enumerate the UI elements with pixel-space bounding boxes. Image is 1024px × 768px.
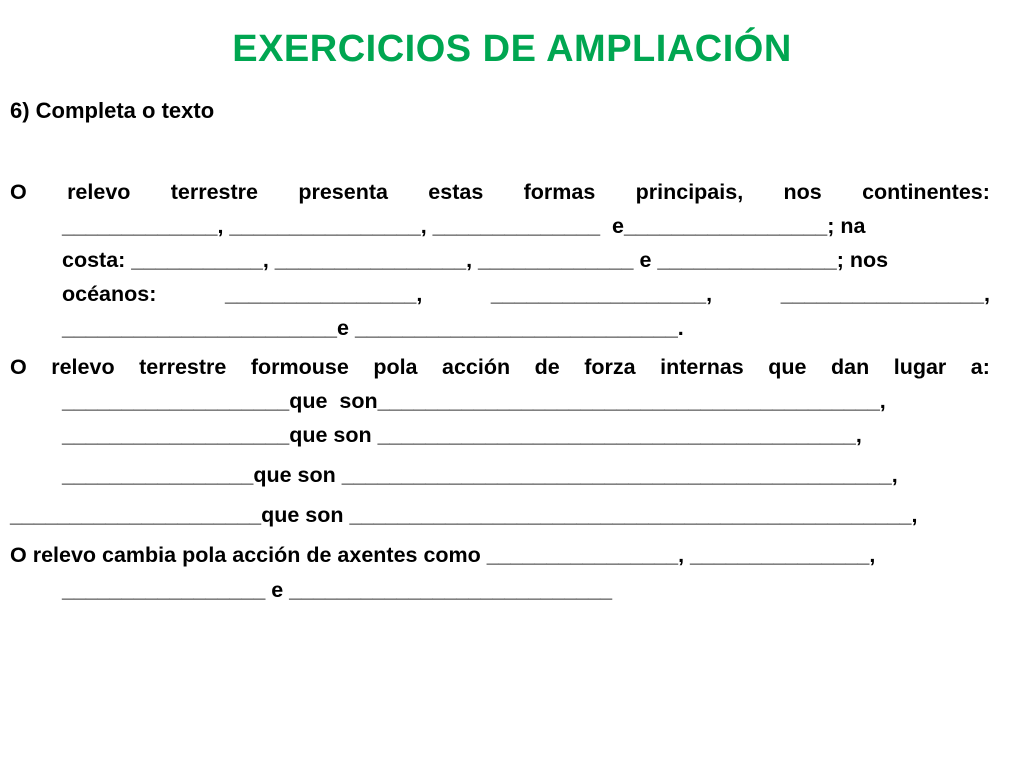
paragraph1-line4-word: _________________,: [780, 282, 990, 306]
paragraph2-line5: _____________________que son _______________________________________________,: [10, 503, 918, 527]
paragraph2-line1-word: terrestre: [139, 355, 227, 379]
paragraph1-line1-word: continentes:: [862, 180, 990, 204]
paragraph2-line1-word: internas: [660, 355, 744, 379]
paragraph3-line2: _________________ e ___________________________: [62, 578, 613, 602]
paragraph2-line1-word: de: [534, 355, 560, 379]
paragraph3-line1: O relevo cambia pola acción de axentes como ________________, _______________,: [10, 543, 876, 567]
paragraph1-line1-word: nos: [783, 180, 822, 204]
paragraph1-line1-word: O: [10, 180, 27, 204]
paragraph2-line1-word: lugar: [893, 355, 947, 379]
paragraph2-line1-word: a:: [970, 355, 990, 379]
paragraph1-line1-word: estas: [428, 180, 484, 204]
paragraph2-line3: ___________________que son ________________________________________,: [62, 423, 862, 447]
paragraph1-line1-word: principais,: [635, 180, 744, 204]
paragraph2-line2: ___________________que son__________________________________________,: [62, 389, 886, 413]
paragraph2-line1-word: formouse: [250, 355, 349, 379]
paragraph1-line1-word: formas: [523, 180, 596, 204]
paragraph1-line1-word: relevo: [67, 180, 131, 204]
paragraph2-line4: ________________que son ______________________________________________,: [62, 463, 898, 487]
paragraph1-line2: _____________, ________________, ______________ e_________________; na: [62, 214, 866, 238]
paragraph1-line4: [62, 284, 990, 306]
paragraph1-line1-word: presenta: [298, 180, 388, 204]
paragraph1-line5: _______________________e ___________________________.: [62, 316, 684, 340]
paragraph1-line4-word: __________________,: [490, 282, 713, 306]
paragraph1-line1: [10, 182, 990, 204]
paragraph2-line1-word: O: [10, 355, 27, 379]
paragraph1-line4-word: océanos:: [62, 282, 157, 306]
exercise-heading: 6) Completa o texto: [10, 98, 215, 123]
paragraph1-line1-word: terrestre: [170, 180, 258, 204]
paragraph2-line1-word: forza: [584, 355, 636, 379]
paragraph2-line1-word: acción: [442, 355, 511, 379]
paragraph2-line1-word: que: [768, 355, 807, 379]
paragraph2-line1-word: relevo: [51, 355, 115, 379]
paragraph2-line1-word: pola: [373, 355, 418, 379]
paragraph1-line3: costa: ___________, ________________, _____________ e _______________; nos: [62, 248, 889, 272]
page-title: EXERCICIOS DE AMPLIACIÓN: [232, 28, 792, 70]
paragraph1-line4-word: ________________,: [225, 282, 423, 306]
paragraph2-line1-word: dan: [830, 355, 870, 379]
paragraph2-line1: [10, 357, 990, 379]
